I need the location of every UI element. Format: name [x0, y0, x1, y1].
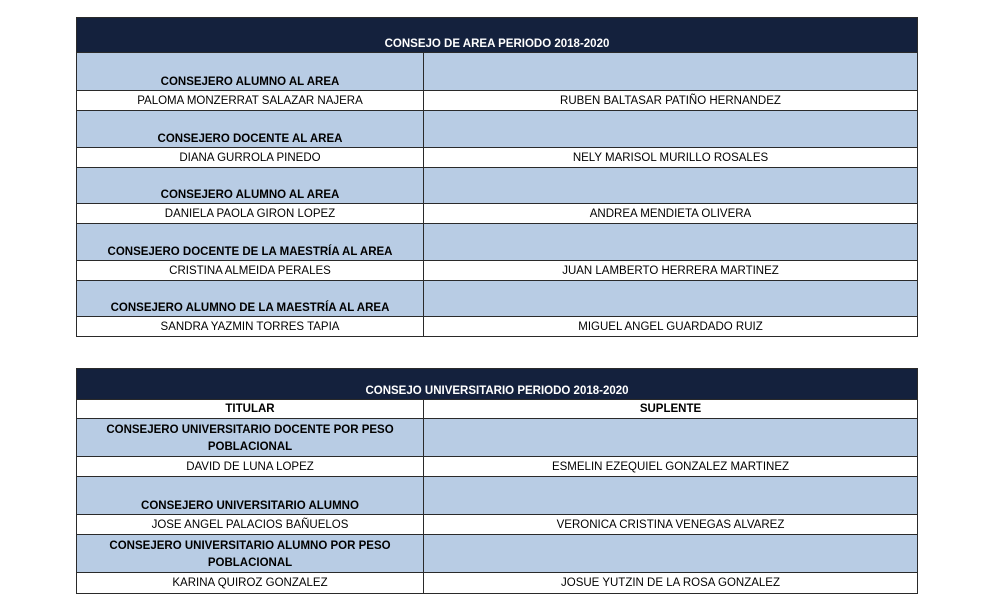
- name-row: [77, 573, 918, 594]
- suplente-name: ANDREA MENDIETA OLIVERA: [424, 204, 918, 224]
- role-label: CONSEJERO UNIVERSITARIO ALUMNO: [77, 477, 424, 515]
- universitario-title-row: [77, 369, 918, 400]
- area-title: CONSEJO DE AREA PERIODO 2018-2020: [77, 18, 918, 53]
- suplente-name: NELY MARISOL MURILLO ROSALES: [424, 148, 918, 168]
- name-row: [77, 515, 918, 535]
- titular-name: CRISTINA ALMEIDA PERALES: [77, 261, 424, 281]
- role-row: [77, 224, 918, 261]
- titular-name: SANDRA YAZMIN TORRES TAPIA: [77, 317, 424, 337]
- role-row: [77, 419, 918, 457]
- titular-name: DIANA GURROLA PINEDO: [77, 148, 424, 168]
- role-label: CONSEJERO ALUMNO AL AREA: [77, 53, 424, 91]
- titular-name: KARINA QUIROZ GONZALEZ: [77, 573, 424, 594]
- role-label: CONSEJERO ALUMNO AL AREA: [77, 168, 424, 204]
- name-row: [77, 148, 918, 168]
- universitario-council-table: [76, 368, 918, 594]
- role-row: [77, 168, 918, 204]
- suplente-name: JUAN LAMBERTO HERRERA MARTINEZ: [424, 261, 918, 281]
- universitario-title: CONSEJO UNIVERSITARIO PERIODO 2018-2020: [77, 369, 918, 400]
- titular-name: DAVID DE LUNA LOPEZ: [77, 457, 424, 477]
- titular-name: PALOMA MONZERRAT SALAZAR NAJERA: [77, 91, 424, 111]
- suplente-name: MIGUEL ANGEL GUARDADO RUIZ: [424, 317, 918, 337]
- role-row: [77, 281, 918, 317]
- role-label: CONSEJERO DOCENTE AL AREA: [77, 111, 424, 148]
- name-row: [77, 457, 918, 477]
- role-row: [77, 477, 918, 515]
- role-label: CONSEJERO DOCENTE DE LA MAESTRÍA AL AREA: [77, 224, 424, 261]
- role-row: [77, 111, 918, 148]
- name-row: [77, 204, 918, 224]
- name-row: [77, 317, 918, 337]
- suplente-name: RUBEN BALTASAR PATIÑO HERNANDEZ: [424, 91, 918, 111]
- suplente-name: VERONICA CRISTINA VENEGAS ALVAREZ: [424, 515, 918, 535]
- role-label: CONSEJERO UNIVERSITARIO DOCENTE POR PESO POBLACIONAL: [77, 419, 424, 457]
- column-header-row: [77, 400, 918, 419]
- role-label: CONSEJERO ALUMNO DE LA MAESTRÍA AL AREA: [77, 281, 424, 317]
- titular-name: DANIELA PAOLA GIRON LOPEZ: [77, 204, 424, 224]
- suplente-name: JOSUE YUTZIN DE LA ROSA GONZALEZ: [424, 573, 918, 594]
- suplente-header: SUPLENTE: [424, 400, 918, 419]
- titular-name: JOSE ANGEL PALACIOS BAÑUELOS: [77, 515, 424, 535]
- role-row: [77, 53, 918, 91]
- suplente-name: ESMELIN EZEQUIEL GONZALEZ MARTINEZ: [424, 457, 918, 477]
- area-title-row: [77, 18, 918, 53]
- name-row: [77, 91, 918, 111]
- name-row: [77, 261, 918, 281]
- role-label: CONSEJERO UNIVERSITARIO ALUMNO POR PESO POBLACIONAL: [77, 535, 424, 573]
- role-row: [77, 535, 918, 573]
- area-council-table: [76, 17, 918, 337]
- titular-header: TITULAR: [77, 400, 424, 419]
